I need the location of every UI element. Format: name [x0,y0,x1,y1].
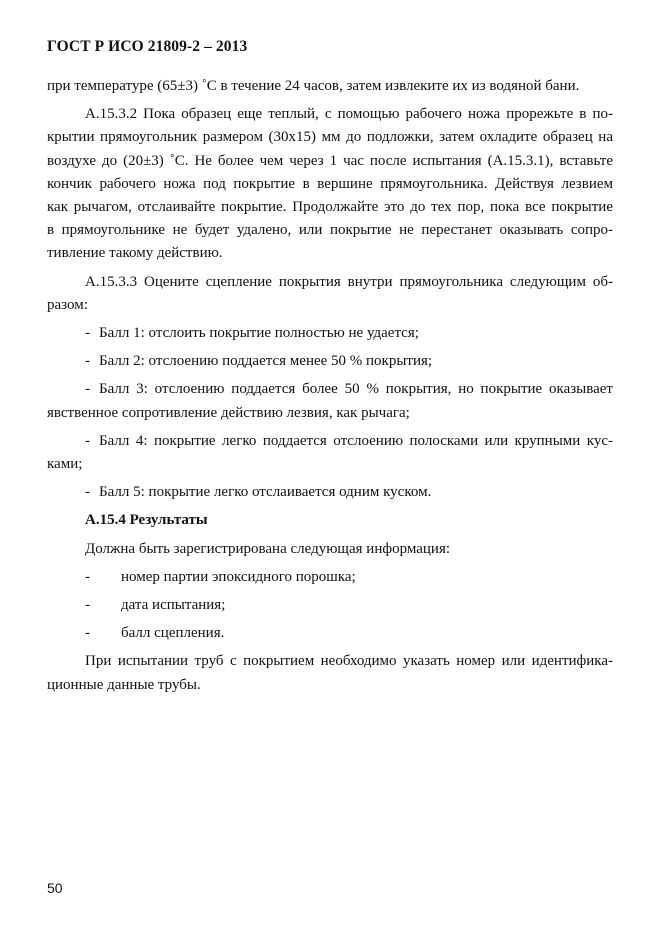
paragraph-continuation [47,75,613,98]
score-item-1 [47,322,613,345]
dash-marker: - [85,432,90,449]
text-line [47,378,613,401]
text-line: разом: [47,296,88,313]
text-line: А.15.3.2 Пока образец еще теплый, с помощью рабочего ножа прорежьте в по- [85,106,613,123]
score-item-2 [47,350,613,373]
dash-marker: - [85,325,90,342]
dash-marker: - [85,381,90,398]
paragraph-a-15-3-2 [47,103,613,265]
score-item-4 [47,430,613,476]
results-intro: Должна быть зарегистрирована следующая информация: [85,540,451,557]
dash-marker: - [85,353,90,370]
paragraph-a-15-3-3 [47,271,613,317]
results-item-text: балл сцепления. [121,625,225,642]
text-line: воздухе до (20±3) ˚С. Не более чем через 1 час после испытания (А.15.3.1), вставьте [47,152,613,169]
results-item [47,594,613,617]
text-line: в прямоугольнике не будет удалено, или покрытие не перестанет оказывать сопро- [47,222,613,239]
score-item-5 [47,481,613,504]
dash-marker: - [85,597,90,614]
dash-marker: - [85,484,90,501]
score-item-3 [47,378,613,424]
dash-marker: - [85,625,90,642]
text-line: кончик рабочего ножа под покрытие в вершине прямоугольника. Действуя лезвием [47,175,613,192]
text-line: как рычагом, отслаивайте покрытие. Продолжайте это до тех пор, пока все покрытие [47,199,613,216]
text-line: крытии прямоугольник размером (30х15) мм до подложки, затем охладите образец на [47,129,613,146]
score-text: Балл 1: отслоить покрытие полностью не удается; [99,325,419,342]
score-text: Балл 3: отслоению поддается более 50 % покрытия, но покрытие оказывает [99,381,613,398]
text-line: ционные данные трубы. [47,676,201,693]
text-line: тивление такому действию. [47,245,223,262]
score-text: Балл 2: отслоению поддается менее 50 % покрытия; [99,353,433,370]
text-line: при температуре (65±3) ˚С в течение 24 часов, затем извлеките их из водяной бани. [47,78,580,94]
results-item-text: дата испытания; [121,597,226,614]
results-item [47,622,613,645]
document-header: ГОСТ Р ИСО 21809-2 – 2013 [47,38,248,55]
text-line: При испытании труб с покрытием необходимо указать номер или идентифика- [85,653,613,670]
text-line [47,430,613,453]
text-line: явственное сопротивление действию лезвия, как рычага; [47,404,410,421]
dash-marker: - [85,568,90,585]
results-item-text: номер партии эпоксидного порошка; [121,568,356,585]
page-body [47,75,613,702]
text-line: ками; [47,456,83,473]
section-heading-results: А.15.4 Результаты [85,512,208,529]
page-number: 50 [47,880,63,896]
text-line: А.15.3.3 Оцените сцепление покрытия внутри прямоугольника следующим об- [85,273,613,290]
results-note [47,650,613,696]
results-item [47,566,613,589]
score-text: Балл 5: покрытие легко отслаивается одним куском. [99,484,432,501]
score-text: Балл 4: покрытие легко поддается отслоению полосками или крупными кус- [99,432,613,449]
